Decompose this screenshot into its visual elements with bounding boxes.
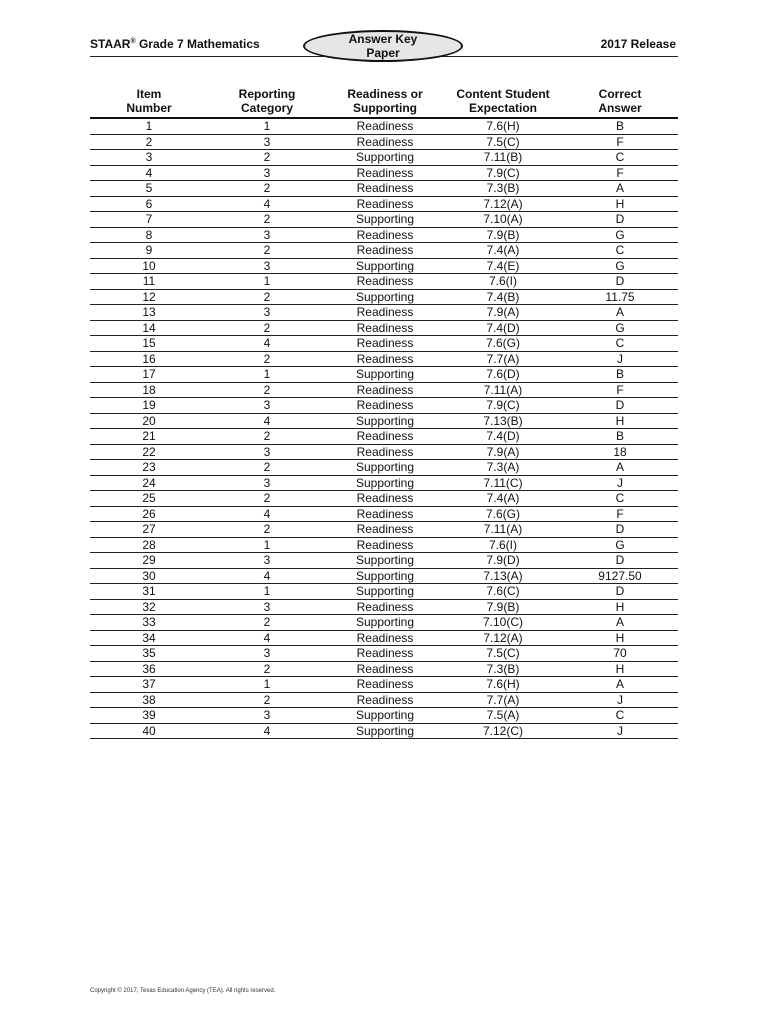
- readiness-cell: Readiness: [326, 336, 444, 352]
- table-row: [90, 708, 678, 724]
- answer-cell: F: [562, 382, 678, 398]
- reporting-category-cell: 2: [208, 351, 326, 367]
- readiness-cell: Supporting: [326, 367, 444, 383]
- answer-cell: F: [562, 165, 678, 181]
- readiness-cell: Readiness: [326, 227, 444, 243]
- readiness-cell: Supporting: [326, 289, 444, 305]
- reporting-category-cell: 2: [208, 661, 326, 677]
- reporting-category-cell: 3: [208, 553, 326, 569]
- readiness-cell: Readiness: [326, 599, 444, 615]
- table-row: [90, 444, 678, 460]
- answer-cell: B: [562, 367, 678, 383]
- table-row: [90, 134, 678, 150]
- table-row: [90, 475, 678, 491]
- readiness-cell: Readiness: [326, 661, 444, 677]
- answer-cell: D: [562, 212, 678, 228]
- item-number-cell: 2: [90, 134, 208, 150]
- readiness-cell: Readiness: [326, 196, 444, 212]
- item-number-cell: 13: [90, 305, 208, 321]
- item-number-cell: 23: [90, 460, 208, 476]
- badge-line-1: Answer Key: [348, 32, 418, 46]
- item-number-cell: 7: [90, 212, 208, 228]
- table-row: [90, 522, 678, 538]
- expectation-cell: 7.5(C): [444, 646, 562, 662]
- answer-key-table: [90, 86, 678, 739]
- reporting-category-cell: 2: [208, 382, 326, 398]
- answer-cell: D: [562, 522, 678, 538]
- answer-cell: G: [562, 537, 678, 553]
- table-row: [90, 599, 678, 615]
- item-number-cell: 14: [90, 320, 208, 336]
- answer-cell: C: [562, 336, 678, 352]
- table-row: [90, 258, 678, 274]
- expectation-cell: 7.12(A): [444, 630, 562, 646]
- item-number-cell: 33: [90, 615, 208, 631]
- table-row: [90, 584, 678, 600]
- table-row: [90, 351, 678, 367]
- item-number-cell: 30: [90, 568, 208, 584]
- item-number-cell: 15: [90, 336, 208, 352]
- expectation-cell: 7.9(B): [444, 227, 562, 243]
- expectation-cell: 7.6(H): [444, 118, 562, 134]
- readiness-cell: Readiness: [326, 181, 444, 197]
- item-number-cell: 29: [90, 553, 208, 569]
- table-row: [90, 289, 678, 305]
- expectation-cell: 7.4(B): [444, 289, 562, 305]
- copyright-notice: Copyright © 2017, Texas Education Agency (TEA). All rights reserved.: [90, 988, 276, 994]
- item-number-cell: 9: [90, 243, 208, 259]
- table-row: [90, 661, 678, 677]
- table-row: [90, 630, 678, 646]
- reporting-category-cell: 3: [208, 475, 326, 491]
- answer-cell: D: [562, 553, 678, 569]
- table-row: [90, 413, 678, 429]
- reporting-category-cell: 2: [208, 150, 326, 166]
- readiness-cell: Readiness: [326, 320, 444, 336]
- expectation-cell: 7.3(B): [444, 181, 562, 197]
- expectation-cell: 7.13(B): [444, 413, 562, 429]
- expectation-cell: 7.11(A): [444, 382, 562, 398]
- readiness-cell: Readiness: [326, 351, 444, 367]
- table-row: [90, 646, 678, 662]
- answer-cell: G: [562, 227, 678, 243]
- reporting-category-cell: 2: [208, 522, 326, 538]
- item-number-cell: 31: [90, 584, 208, 600]
- answer-cell: F: [562, 506, 678, 522]
- expectation-cell: 7.6(G): [444, 506, 562, 522]
- readiness-cell: Supporting: [326, 212, 444, 228]
- answer-cell: B: [562, 429, 678, 445]
- table-row: [90, 150, 678, 166]
- answer-cell: D: [562, 584, 678, 600]
- table-row: [90, 165, 678, 181]
- readiness-cell: Readiness: [326, 274, 444, 290]
- readiness-cell: Supporting: [326, 460, 444, 476]
- table-row: [90, 367, 678, 383]
- reporting-category-cell: 3: [208, 444, 326, 460]
- table-body: [90, 118, 678, 739]
- item-number-cell: 27: [90, 522, 208, 538]
- item-number-cell: 3: [90, 150, 208, 166]
- reporting-category-cell: 3: [208, 646, 326, 662]
- expectation-cell: 7.3(B): [444, 661, 562, 677]
- expectation-cell: 7.5(C): [444, 134, 562, 150]
- answer-cell: A: [562, 615, 678, 631]
- item-number-cell: 17: [90, 367, 208, 383]
- expectation-cell: 7.9(C): [444, 398, 562, 414]
- item-number-cell: 18: [90, 382, 208, 398]
- expectation-cell: 7.3(A): [444, 460, 562, 476]
- item-number-cell: 4: [90, 165, 208, 181]
- readiness-cell: Readiness: [326, 677, 444, 693]
- badge-line-2: Paper: [366, 46, 400, 60]
- item-number-cell: 6: [90, 196, 208, 212]
- table-row: [90, 243, 678, 259]
- reporting-category-cell: 1: [208, 584, 326, 600]
- readiness-cell: Supporting: [326, 413, 444, 429]
- table-row: [90, 429, 678, 445]
- readiness-cell: Readiness: [326, 692, 444, 708]
- item-number-cell: 32: [90, 599, 208, 615]
- table-row: [90, 212, 678, 228]
- expectation-cell: 7.6(C): [444, 584, 562, 600]
- reporting-category-cell: 4: [208, 723, 326, 739]
- expectation-cell: 7.6(I): [444, 274, 562, 290]
- readiness-cell: Supporting: [326, 553, 444, 569]
- item-number-cell: 12: [90, 289, 208, 305]
- answer-cell: A: [562, 305, 678, 321]
- expectation-cell: 7.6(G): [444, 336, 562, 352]
- table-header-row: [90, 86, 678, 118]
- readiness-cell: Readiness: [326, 165, 444, 181]
- expectation-cell: 7.5(A): [444, 708, 562, 724]
- table-row: [90, 460, 678, 476]
- item-number-cell: 24: [90, 475, 208, 491]
- reporting-category-cell: 2: [208, 212, 326, 228]
- expectation-cell: 7.6(I): [444, 537, 562, 553]
- expectation-cell: 7.4(A): [444, 491, 562, 507]
- reporting-category-cell: 3: [208, 599, 326, 615]
- item-number-cell: 38: [90, 692, 208, 708]
- answer-cell: J: [562, 475, 678, 491]
- answer-cell: H: [562, 599, 678, 615]
- readiness-cell: Readiness: [326, 118, 444, 134]
- readiness-cell: Supporting: [326, 615, 444, 631]
- readiness-cell: Readiness: [326, 429, 444, 445]
- reporting-category-cell: 2: [208, 460, 326, 476]
- answer-cell: 18: [562, 444, 678, 460]
- reporting-category-cell: 2: [208, 289, 326, 305]
- test-name: STAAR: [90, 37, 131, 51]
- readiness-cell: Readiness: [326, 382, 444, 398]
- item-number-cell: 21: [90, 429, 208, 445]
- reporting-category-cell: 2: [208, 692, 326, 708]
- item-number-cell: 5: [90, 181, 208, 197]
- table-row: [90, 181, 678, 197]
- answer-cell: J: [562, 692, 678, 708]
- answer-cell: D: [562, 274, 678, 290]
- reporting-category-cell: 3: [208, 708, 326, 724]
- reporting-category-cell: 4: [208, 568, 326, 584]
- item-number-cell: 16: [90, 351, 208, 367]
- expectation-cell: 7.7(A): [444, 692, 562, 708]
- expectation-cell: 7.9(B): [444, 599, 562, 615]
- answer-cell: J: [562, 723, 678, 739]
- header-reporting-category: Reporting Category: [208, 86, 326, 118]
- test-title: [90, 37, 260, 51]
- reporting-category-cell: 3: [208, 165, 326, 181]
- release-label: 2017 Release: [600, 37, 676, 51]
- reporting-category-cell: 2: [208, 320, 326, 336]
- expectation-cell: 7.10(C): [444, 615, 562, 631]
- reporting-category-cell: 3: [208, 398, 326, 414]
- answer-cell: H: [562, 661, 678, 677]
- answer-cell: C: [562, 491, 678, 507]
- item-number-cell: 20: [90, 413, 208, 429]
- reporting-category-cell: 3: [208, 305, 326, 321]
- table-row: [90, 723, 678, 739]
- item-number-cell: 25: [90, 491, 208, 507]
- readiness-cell: Supporting: [326, 723, 444, 739]
- answer-cell: G: [562, 320, 678, 336]
- reporting-category-cell: 1: [208, 677, 326, 693]
- answer-cell: C: [562, 708, 678, 724]
- table-row: [90, 305, 678, 321]
- table-row: [90, 196, 678, 212]
- reporting-category-cell: 2: [208, 243, 326, 259]
- answer-cell: J: [562, 351, 678, 367]
- expectation-cell: 7.6(D): [444, 367, 562, 383]
- answer-cell: B: [562, 118, 678, 134]
- readiness-cell: Supporting: [326, 584, 444, 600]
- item-number-cell: 8: [90, 227, 208, 243]
- readiness-cell: Readiness: [326, 506, 444, 522]
- table-row: [90, 274, 678, 290]
- item-number-cell: 1: [90, 118, 208, 134]
- answer-cell: H: [562, 196, 678, 212]
- expectation-cell: 7.7(A): [444, 351, 562, 367]
- reporting-category-cell: 4: [208, 336, 326, 352]
- readiness-cell: Readiness: [326, 243, 444, 259]
- header-readiness-supporting: Readiness or Supporting: [326, 86, 444, 118]
- readiness-cell: Readiness: [326, 134, 444, 150]
- item-number-cell: 26: [90, 506, 208, 522]
- expectation-cell: 7.9(A): [444, 305, 562, 321]
- expectation-cell: 7.4(A): [444, 243, 562, 259]
- item-number-cell: 34: [90, 630, 208, 646]
- reporting-category-cell: 2: [208, 181, 326, 197]
- table-row: [90, 382, 678, 398]
- readiness-cell: Supporting: [326, 150, 444, 166]
- item-number-cell: 28: [90, 537, 208, 553]
- page-header: [90, 28, 678, 60]
- table-row: [90, 320, 678, 336]
- reporting-category-cell: 4: [208, 196, 326, 212]
- expectation-cell: 7.12(C): [444, 723, 562, 739]
- answer-cell: G: [562, 258, 678, 274]
- table-row: [90, 336, 678, 352]
- answer-cell: H: [562, 413, 678, 429]
- test-subject: Grade 7 Mathematics: [135, 37, 260, 51]
- item-number-cell: 36: [90, 661, 208, 677]
- reporting-category-cell: 4: [208, 506, 326, 522]
- expectation-cell: 7.9(A): [444, 444, 562, 460]
- expectation-cell: 7.10(A): [444, 212, 562, 228]
- answer-cell: A: [562, 677, 678, 693]
- table-row: [90, 677, 678, 693]
- item-number-cell: 19: [90, 398, 208, 414]
- expectation-cell: 7.9(D): [444, 553, 562, 569]
- reporting-category-cell: 1: [208, 118, 326, 134]
- reporting-category-cell: 3: [208, 258, 326, 274]
- readiness-cell: Supporting: [326, 475, 444, 491]
- expectation-cell: 7.12(A): [444, 196, 562, 212]
- table-row: [90, 491, 678, 507]
- reporting-category-cell: 3: [208, 134, 326, 150]
- expectation-cell: 7.6(H): [444, 677, 562, 693]
- expectation-cell: 7.13(A): [444, 568, 562, 584]
- readiness-cell: Readiness: [326, 305, 444, 321]
- answer-cell: C: [562, 150, 678, 166]
- item-number-cell: 10: [90, 258, 208, 274]
- expectation-cell: 7.11(C): [444, 475, 562, 491]
- table-row: [90, 692, 678, 708]
- answer-cell: C: [562, 243, 678, 259]
- table-row: [90, 227, 678, 243]
- answer-cell: 70: [562, 646, 678, 662]
- answer-cell: A: [562, 460, 678, 476]
- readiness-cell: Readiness: [326, 491, 444, 507]
- readiness-cell: Supporting: [326, 708, 444, 724]
- answer-cell: D: [562, 398, 678, 414]
- reporting-category-cell: 2: [208, 429, 326, 445]
- table-row: [90, 398, 678, 414]
- readiness-cell: Supporting: [326, 258, 444, 274]
- answer-cell: F: [562, 134, 678, 150]
- item-number-cell: 40: [90, 723, 208, 739]
- readiness-cell: Readiness: [326, 630, 444, 646]
- expectation-cell: 7.4(D): [444, 429, 562, 445]
- readiness-cell: Readiness: [326, 522, 444, 538]
- registered-mark: ®: [130, 38, 136, 45]
- reporting-category-cell: 2: [208, 491, 326, 507]
- item-number-cell: 35: [90, 646, 208, 662]
- readiness-cell: Readiness: [326, 537, 444, 553]
- expectation-cell: 7.4(D): [444, 320, 562, 336]
- reporting-category-cell: 1: [208, 537, 326, 553]
- reporting-category-cell: 4: [208, 630, 326, 646]
- readiness-cell: Readiness: [326, 398, 444, 414]
- answer-key-badge: [303, 30, 463, 62]
- reporting-category-cell: 2: [208, 615, 326, 631]
- readiness-cell: Readiness: [326, 444, 444, 460]
- expectation-cell: 7.4(E): [444, 258, 562, 274]
- item-number-cell: 11: [90, 274, 208, 290]
- table-row: [90, 506, 678, 522]
- reporting-category-cell: 1: [208, 367, 326, 383]
- reporting-category-cell: 4: [208, 413, 326, 429]
- answer-cell: A: [562, 181, 678, 197]
- item-number-cell: 22: [90, 444, 208, 460]
- expectation-cell: 7.9(C): [444, 165, 562, 181]
- header-content-expectation: Content Student Expectation: [444, 86, 562, 118]
- answer-cell: H: [562, 630, 678, 646]
- item-number-cell: 39: [90, 708, 208, 724]
- item-number-cell: 37: [90, 677, 208, 693]
- table-row: [90, 553, 678, 569]
- expectation-cell: 7.11(A): [444, 522, 562, 538]
- table-row: [90, 118, 678, 134]
- expectation-cell: 7.11(B): [444, 150, 562, 166]
- header-correct-answer: Correct Answer: [562, 86, 678, 118]
- table-row: [90, 568, 678, 584]
- readiness-cell: Supporting: [326, 568, 444, 584]
- table-row: [90, 537, 678, 553]
- answer-cell: 11.75: [562, 289, 678, 305]
- answer-cell: 9127.50: [562, 568, 678, 584]
- readiness-cell: Readiness: [326, 646, 444, 662]
- header-item-number: Item Number: [90, 86, 208, 118]
- reporting-category-cell: 1: [208, 274, 326, 290]
- table-row: [90, 615, 678, 631]
- reporting-category-cell: 3: [208, 227, 326, 243]
